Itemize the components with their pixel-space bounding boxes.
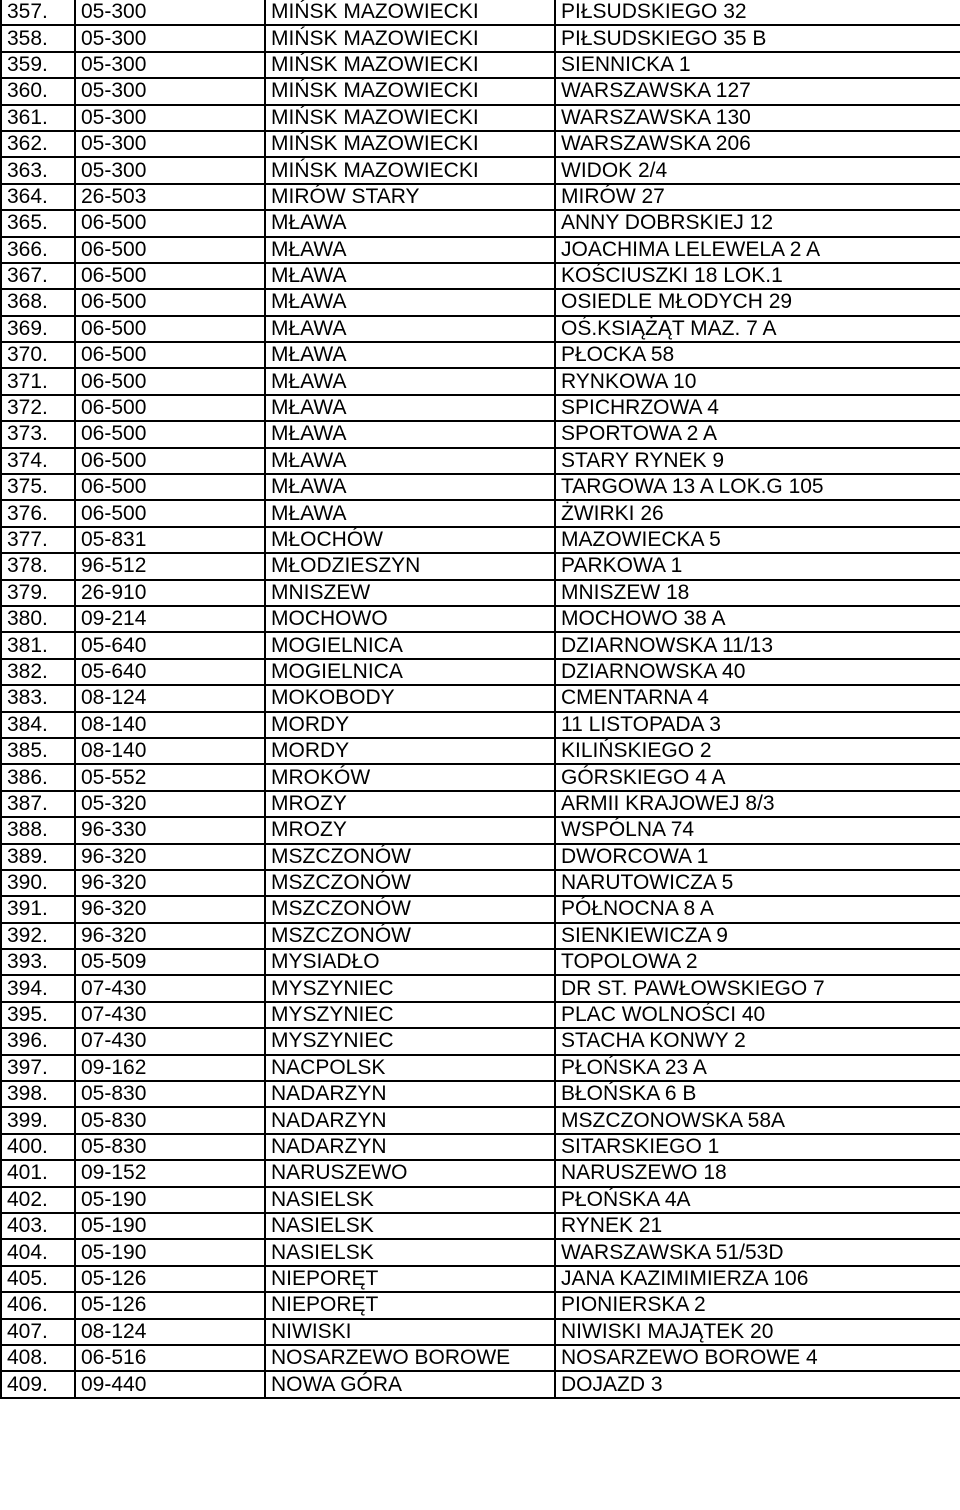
postal-code: 06-500 [75,500,265,526]
street-address: SIENNICKA 1 [555,52,960,78]
row-number: 369. [1,316,75,342]
street-address: SIENKIEWICZA 9 [555,923,960,949]
postal-code: 09-440 [75,1371,265,1397]
postal-code: 05-830 [75,1107,265,1133]
city-name: NASIELSK [265,1239,555,1265]
street-address: WARSZAWSKA 51/53D [555,1239,960,1265]
table-row [1,817,960,843]
table-row [1,975,960,1001]
street-address: CMENTARNA 4 [555,685,960,711]
street-address: TARGOWA 13 A LOK.G 105 [555,474,960,500]
city-name: MSZCZONÓW [265,923,555,949]
street-address: SITARSKIEGO 1 [555,1134,960,1160]
street-address: PLAC WOLNOŚCI 40 [555,1002,960,1028]
city-name: MIŃSK MAZOWIECKI [265,25,555,51]
city-name: MYSIADŁO [265,949,555,975]
city-name: MIRÓW STARY [265,184,555,210]
postal-code: 06-500 [75,237,265,263]
table-row [1,1213,960,1239]
city-name: MŁAWA [265,316,555,342]
table-row [1,78,960,104]
table-row [1,237,960,263]
row-number: 376. [1,500,75,526]
postal-code: 08-124 [75,1319,265,1345]
street-address: NARUSZEWO 18 [555,1160,960,1186]
city-name: MIŃSK MAZOWIECKI [265,157,555,183]
postal-code: 06-516 [75,1345,265,1371]
postal-code: 08-124 [75,685,265,711]
table-row [1,289,960,315]
row-number: 395. [1,1002,75,1028]
postal-code: 05-830 [75,1134,265,1160]
row-number: 373. [1,421,75,447]
table-row [1,685,960,711]
city-name: MOKOBODY [265,685,555,711]
street-address: KILIŃSKIEGO 2 [555,738,960,764]
row-number: 401. [1,1160,75,1186]
row-number: 383. [1,685,75,711]
postal-code: 05-830 [75,1081,265,1107]
row-number: 358. [1,25,75,51]
city-name: MŁODZIESZYN [265,553,555,579]
city-name: MIŃSK MAZOWIECKI [265,52,555,78]
table-row [1,844,960,870]
street-address: NIWISKI MAJĄTEK 20 [555,1319,960,1345]
street-address: PIŁSUDSKIEGO 32 [555,0,960,25]
city-name: NOSARZEWO BOROWE [265,1345,555,1371]
row-number: 371. [1,368,75,394]
city-name: MŁAWA [265,210,555,236]
table-row [1,500,960,526]
row-number: 370. [1,342,75,368]
city-name: MIŃSK MAZOWIECKI [265,131,555,157]
table-row [1,1055,960,1081]
row-number: 391. [1,896,75,922]
postal-code: 07-430 [75,1002,265,1028]
postal-code: 05-126 [75,1292,265,1318]
table-row [1,632,960,658]
table-row [1,527,960,553]
city-name: MYSZYNIEC [265,1002,555,1028]
table-row [1,52,960,78]
postal-code: 05-300 [75,157,265,183]
row-number: 375. [1,474,75,500]
street-address: NARUTOWICZA 5 [555,870,960,896]
table-row [1,448,960,474]
street-address: GÓRSKIEGO 4 A [555,764,960,790]
row-number: 379. [1,580,75,606]
postal-code: 06-500 [75,448,265,474]
postal-code: 09-162 [75,1055,265,1081]
street-address: OŚ.KSIĄŻĄT MAZ. 7 A [555,316,960,342]
row-number: 408. [1,1345,75,1371]
row-number: 388. [1,817,75,843]
city-name: NASIELSK [265,1213,555,1239]
city-name: MŁAWA [265,289,555,315]
city-name: MORDY [265,712,555,738]
row-number: 400. [1,1134,75,1160]
row-number: 362. [1,131,75,157]
postal-code: 96-320 [75,844,265,870]
city-name: MNISZEW [265,580,555,606]
table-row [1,580,960,606]
row-number: 387. [1,791,75,817]
street-address: SPICHRZOWA 4 [555,395,960,421]
row-number: 385. [1,738,75,764]
table-row [1,316,960,342]
row-number: 378. [1,553,75,579]
table-row [1,1292,960,1318]
row-number: 360. [1,78,75,104]
street-address: MIRÓW 27 [555,184,960,210]
postal-code: 96-320 [75,896,265,922]
table-row [1,1107,960,1133]
row-number: 409. [1,1371,75,1397]
city-name: MŁAWA [265,421,555,447]
street-address: PARKOWA 1 [555,553,960,579]
postal-code: 05-190 [75,1239,265,1265]
postal-code: 09-152 [75,1160,265,1186]
postal-code: 06-500 [75,421,265,447]
street-address: MOCHOWO 38 A [555,606,960,632]
postal-code: 06-500 [75,316,265,342]
postal-code: 05-300 [75,52,265,78]
street-address: ARMII KRAJOWEJ 8/3 [555,791,960,817]
row-number: 374. [1,448,75,474]
postal-code: 05-190 [75,1187,265,1213]
postal-code: 96-512 [75,553,265,579]
postal-code: 05-831 [75,527,265,553]
table-row [1,923,960,949]
street-address: WARSZAWSKA 206 [555,131,960,157]
table-row [1,896,960,922]
postal-code: 06-500 [75,263,265,289]
row-number: 404. [1,1239,75,1265]
street-address: RYNEK 21 [555,1213,960,1239]
postal-code: 07-430 [75,975,265,1001]
postal-code: 06-500 [75,395,265,421]
table-row [1,421,960,447]
city-name: MIŃSK MAZOWIECKI [265,105,555,131]
street-address: ŻWIRKI 26 [555,500,960,526]
row-number: 389. [1,844,75,870]
table-row [1,1187,960,1213]
postal-code: 05-300 [75,78,265,104]
row-number: 382. [1,659,75,685]
row-number: 396. [1,1028,75,1054]
table-row [1,870,960,896]
postal-code: 06-500 [75,474,265,500]
postal-code: 26-910 [75,580,265,606]
street-address: PIŁSUDSKIEGO 35 B [555,25,960,51]
street-address: MNISZEW 18 [555,580,960,606]
table-row [1,1319,960,1345]
city-name: NOWA GÓRA [265,1371,555,1397]
row-number: 406. [1,1292,75,1318]
row-number: 384. [1,712,75,738]
postal-code: 05-126 [75,1266,265,1292]
city-name: MŁAWA [265,263,555,289]
street-address: PÓŁNOCNA 8 A [555,896,960,922]
row-number: 372. [1,395,75,421]
table-row [1,1002,960,1028]
table-row [1,105,960,131]
city-name: MROKÓW [265,764,555,790]
row-number: 386. [1,764,75,790]
table-row [1,738,960,764]
city-name: MSZCZONÓW [265,896,555,922]
city-name: MSZCZONÓW [265,870,555,896]
city-name: MSZCZONÓW [265,844,555,870]
city-name: NADARZYN [265,1081,555,1107]
city-name: MORDY [265,738,555,764]
street-address: SPORTOWA 2 A [555,421,960,447]
row-number: 394. [1,975,75,1001]
postal-code: 05-300 [75,25,265,51]
postal-code: 05-300 [75,0,265,25]
row-number: 403. [1,1213,75,1239]
postal-code: 96-320 [75,923,265,949]
table-row [1,25,960,51]
city-name: NIWISKI [265,1319,555,1345]
table-row [1,210,960,236]
row-number: 368. [1,289,75,315]
table-row [1,1028,960,1054]
row-number: 390. [1,870,75,896]
city-name: MŁAWA [265,474,555,500]
city-name: NADARZYN [265,1134,555,1160]
street-address: WSPÓLNA 74 [555,817,960,843]
postal-code: 05-509 [75,949,265,975]
street-address: JANA KAZIMIMIERZA 106 [555,1266,960,1292]
row-number: 380. [1,606,75,632]
street-address: PIONIERSKA 2 [555,1292,960,1318]
postal-code: 07-430 [75,1028,265,1054]
postal-code: 96-330 [75,817,265,843]
postal-code: 08-140 [75,712,265,738]
table-row [1,606,960,632]
city-name: NARUSZEWO [265,1160,555,1186]
table-row [1,659,960,685]
street-address: WARSZAWSKA 127 [555,78,960,104]
row-number: 393. [1,949,75,975]
postal-code: 06-500 [75,368,265,394]
row-number: 365. [1,210,75,236]
table-row [1,712,960,738]
row-number: 397. [1,1055,75,1081]
postal-code: 26-503 [75,184,265,210]
row-number: 357. [1,0,75,25]
row-number: 366. [1,237,75,263]
street-address: WIDOK 2/4 [555,157,960,183]
city-name: MIŃSK MAZOWIECKI [265,0,555,25]
street-address: NOSARZEWO BOROWE 4 [555,1345,960,1371]
table-row [1,474,960,500]
table-row [1,263,960,289]
city-name: MROZY [265,817,555,843]
row-number: 392. [1,923,75,949]
table-row [1,553,960,579]
row-number: 364. [1,184,75,210]
table-row [1,157,960,183]
address-table-body [1,0,960,1398]
street-address: DWORCOWA 1 [555,844,960,870]
row-number: 405. [1,1266,75,1292]
row-number: 361. [1,105,75,131]
city-name: NADARZYN [265,1107,555,1133]
street-address: DZIARNOWSKA 40 [555,659,960,685]
table-row [1,342,960,368]
street-address: ANNY DOBRSKIEJ 12 [555,210,960,236]
table-row [1,791,960,817]
street-address: JOACHIMA LELEWELA 2 A [555,237,960,263]
street-address: MAZOWIECKA 5 [555,527,960,553]
city-name: MROZY [265,791,555,817]
street-address: DOJAZD 3 [555,1371,960,1397]
city-name: MOGIELNICA [265,632,555,658]
row-number: 398. [1,1081,75,1107]
table-row [1,1345,960,1371]
table-row [1,1081,960,1107]
postal-code: 05-552 [75,764,265,790]
street-address: 11 LISTOPADA 3 [555,712,960,738]
row-number: 402. [1,1187,75,1213]
city-name: MŁAWA [265,237,555,263]
table-row [1,1239,960,1265]
postal-code: 05-190 [75,1213,265,1239]
city-name: MYSZYNIEC [265,1028,555,1054]
table-row [1,0,960,25]
row-number: 381. [1,632,75,658]
street-address: RYNKOWA 10 [555,368,960,394]
row-number: 407. [1,1319,75,1345]
city-name: MOGIELNICA [265,659,555,685]
table-row [1,395,960,421]
postal-code: 05-640 [75,659,265,685]
table-row [1,184,960,210]
street-address: BŁOŃSKA 6 B [555,1081,960,1107]
postal-code: 96-320 [75,870,265,896]
city-name: MŁAWA [265,342,555,368]
postal-code: 05-300 [75,105,265,131]
table-row [1,1134,960,1160]
table-row [1,764,960,790]
city-name: MŁAWA [265,448,555,474]
street-address: DZIARNOWSKA 11/13 [555,632,960,658]
city-name: MŁOCHÓW [265,527,555,553]
street-address: DR ST. PAWŁOWSKIEGO 7 [555,975,960,1001]
table-row [1,1160,960,1186]
postal-code: 08-140 [75,738,265,764]
city-name: NACPOLSK [265,1055,555,1081]
row-number: 377. [1,527,75,553]
postal-code: 06-500 [75,210,265,236]
street-address: PŁOCKA 58 [555,342,960,368]
street-address: STARY RYNEK 9 [555,448,960,474]
postal-code: 06-500 [75,342,265,368]
street-address: TOPOLOWA 2 [555,949,960,975]
table-row [1,1266,960,1292]
city-name: NIEPORĘT [265,1292,555,1318]
row-number: 367. [1,263,75,289]
postal-code: 06-500 [75,289,265,315]
street-address: STACHA KONWY 2 [555,1028,960,1054]
table-row [1,1371,960,1397]
street-address: OSIEDLE MŁODYCH 29 [555,289,960,315]
city-name: NASIELSK [265,1187,555,1213]
postal-code: 05-640 [75,632,265,658]
city-name: MŁAWA [265,395,555,421]
table-row [1,131,960,157]
city-name: MIŃSK MAZOWIECKI [265,78,555,104]
city-name: NIEPORĘT [265,1266,555,1292]
street-address: PŁOŃSKA 23 A [555,1055,960,1081]
street-address: KOŚCIUSZKI 18 LOK.1 [555,263,960,289]
postal-code: 05-320 [75,791,265,817]
street-address: MSZCZONOWSKA 58A [555,1107,960,1133]
postal-code: 05-300 [75,131,265,157]
table-row [1,949,960,975]
street-address: PŁOŃSKA 4A [555,1187,960,1213]
city-name: MŁAWA [265,368,555,394]
table-row [1,368,960,394]
city-name: MYSZYNIEC [265,975,555,1001]
row-number: 363. [1,157,75,183]
row-number: 359. [1,52,75,78]
city-name: MOCHOWO [265,606,555,632]
city-name: MŁAWA [265,500,555,526]
postal-code: 09-214 [75,606,265,632]
street-address: WARSZAWSKA 130 [555,105,960,131]
row-number: 399. [1,1107,75,1133]
